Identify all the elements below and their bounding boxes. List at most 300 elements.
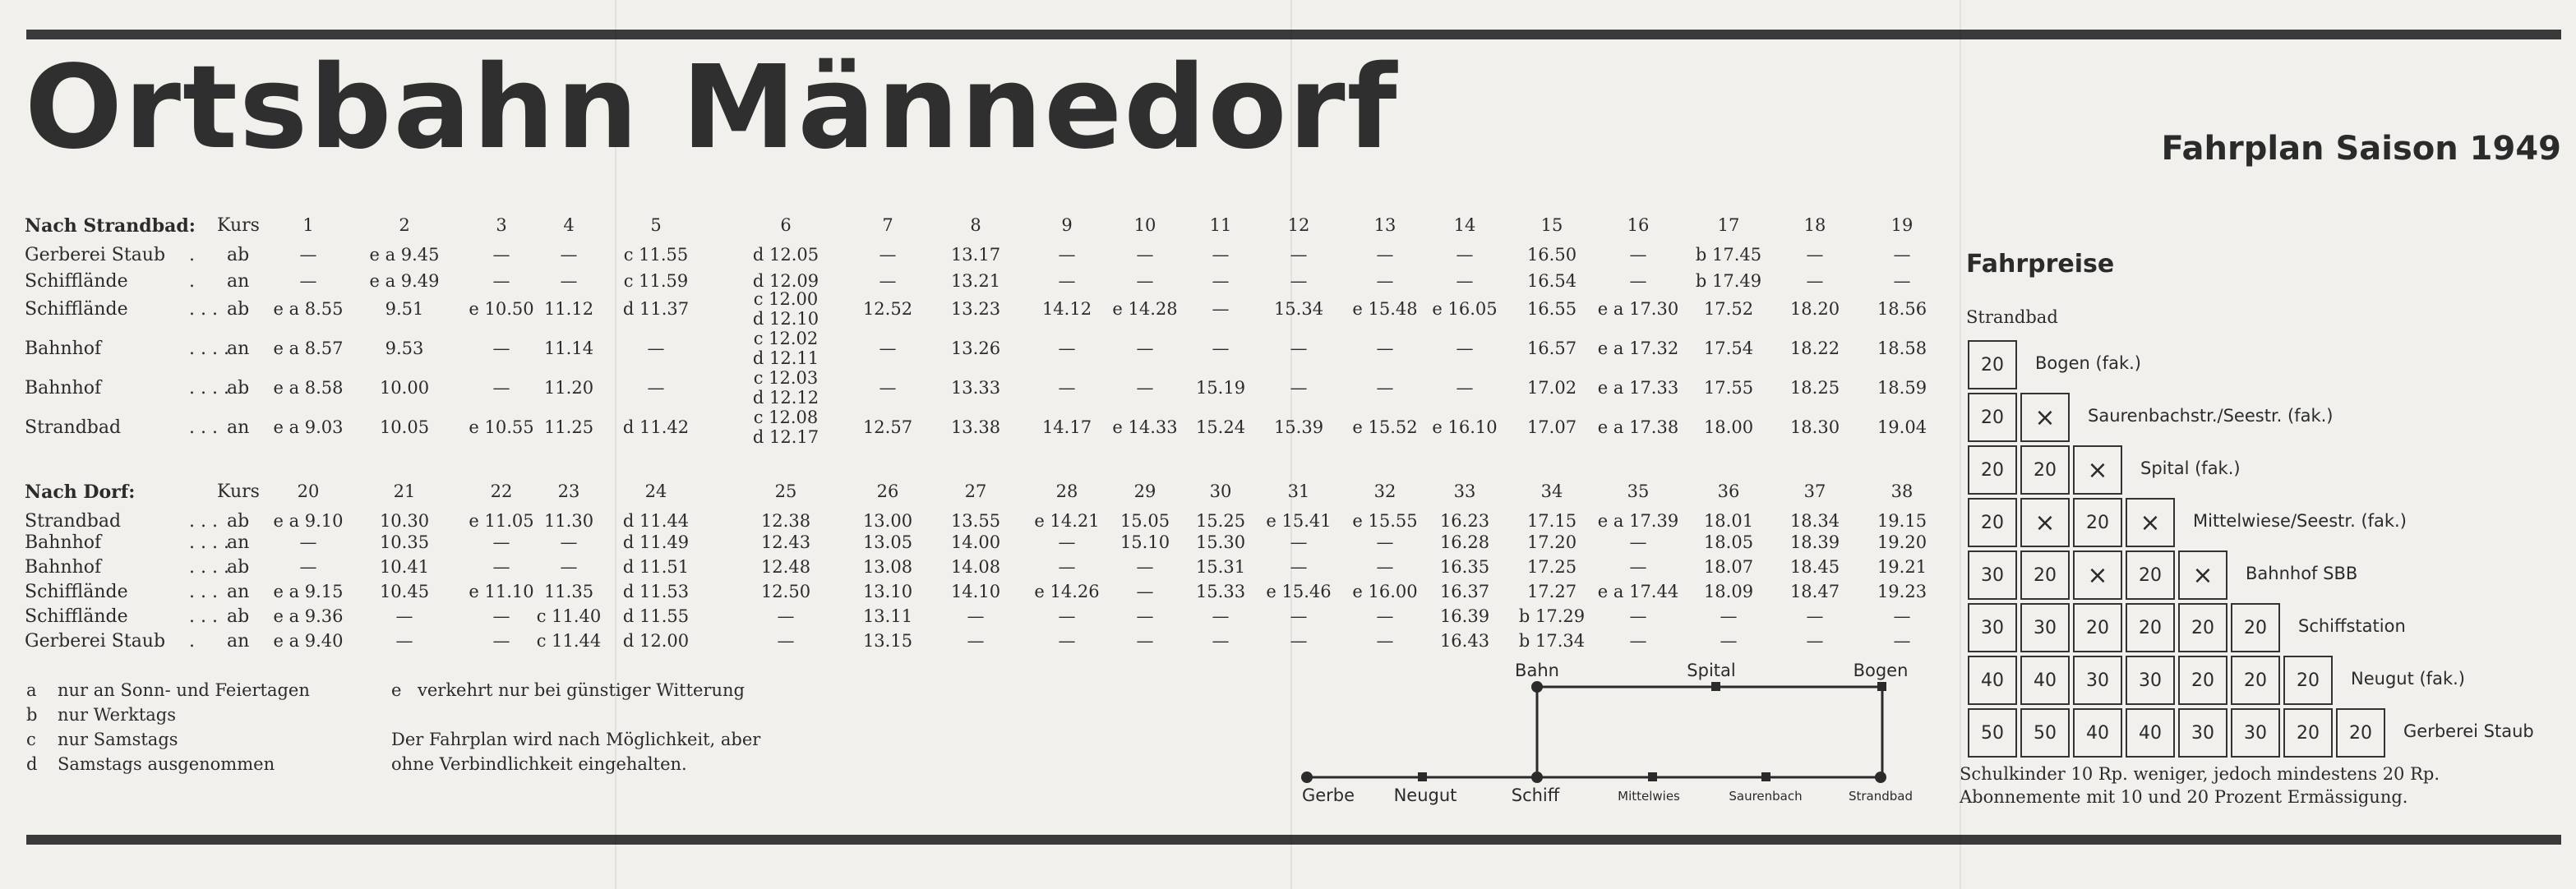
route-stop-saurenbach	[1761, 772, 1770, 781]
time-cell: e a 17.39	[1597, 511, 1679, 531]
time-cell: —	[777, 631, 795, 651]
time-cell: —	[967, 631, 985, 651]
fare-cell: 20	[2020, 550, 2070, 600]
time-cell: —	[1290, 557, 1308, 577]
arr-dep-type: ab	[227, 606, 250, 627]
arr-dep-type: an	[227, 582, 250, 602]
station-name: Strandbad	[25, 417, 122, 438]
time-cell: 18.25	[1789, 378, 1840, 398]
time-cell: —	[1136, 631, 1154, 651]
route-map	[1282, 649, 1907, 822]
time-cell: 15.19	[1195, 378, 1246, 398]
time-cell: —	[1376, 532, 1394, 552]
time-cell: e 11.05	[469, 511, 534, 531]
time-cell: e 16.05	[1432, 299, 1498, 319]
time-cell: —	[395, 631, 413, 651]
fare-cell: 40	[2020, 656, 2070, 705]
fare-cell: 20	[2231, 603, 2280, 652]
time-cell: e a 8.58	[273, 378, 344, 398]
time-cell: —	[777, 606, 795, 626]
route-stop-spital	[1711, 682, 1720, 691]
footnote-key: c	[26, 730, 36, 749]
time-cell: 17.27	[1526, 582, 1577, 601]
time-cell: —	[1136, 606, 1154, 626]
fare-destination: Mittelwiese/Seestr. (fak.)	[2193, 511, 2407, 531]
time-cell: 13.15	[862, 631, 913, 651]
course-number: 11	[1209, 215, 1232, 235]
time-cell: c 12.03	[753, 368, 819, 388]
time-cell: e 14.26	[1034, 582, 1100, 601]
station-dots: . . . .	[189, 532, 229, 553]
station-dots: . . .	[189, 582, 218, 602]
course-number: 15	[1540, 215, 1563, 235]
time-cell: d 12.10	[752, 309, 819, 329]
time-cell: e a 8.55	[273, 299, 344, 319]
time-cell: —	[1212, 339, 1230, 358]
time-cell: 18.58	[1877, 339, 1927, 358]
time-cell: —	[1058, 271, 1076, 291]
time-cell: 16.57	[1526, 339, 1577, 358]
route-stop-schiff	[1531, 772, 1543, 783]
time-cell: —	[1290, 245, 1308, 265]
route-stop-bahn	[1531, 681, 1543, 693]
footnote-key: d	[26, 754, 38, 774]
bottom-rule	[26, 835, 2561, 845]
time-cell: e 14.33	[1112, 417, 1178, 437]
course-number: 4	[563, 215, 575, 235]
time-cell: —	[1629, 245, 1647, 265]
footnote-key: a	[26, 680, 37, 700]
time-cell: —	[1376, 245, 1394, 265]
fare-note: Abonnemente mit 10 und 20 Prozent Ermässigung.	[1960, 787, 2408, 807]
fare-cell: 30	[2020, 603, 2070, 652]
footnote-remark: ohne Verbindlichkeit eingehalten.	[391, 754, 687, 774]
time-cell: 14.12	[1041, 299, 1092, 319]
time-cell: —	[560, 557, 578, 577]
time-cell: —	[879, 378, 897, 398]
fold-line	[1960, 0, 1961, 889]
time-cell: c 12.08	[753, 408, 819, 427]
arr-dep-type: ab	[227, 378, 250, 398]
time-cell: 14.17	[1041, 417, 1092, 437]
time-cell: —	[1290, 532, 1308, 552]
time-cell: —	[879, 245, 897, 265]
time-cell: 10.35	[379, 532, 430, 552]
route-label-bahn: Bahn	[1515, 661, 1559, 680]
course-number: 31	[1287, 481, 1310, 501]
time-cell: 15.39	[1273, 417, 1324, 437]
course-number: 30	[1209, 481, 1232, 501]
time-cell: —	[1456, 378, 1474, 398]
time-cell: e a 17.44	[1597, 582, 1679, 601]
time-cell: 18.22	[1789, 339, 1840, 358]
course-number: 18	[1803, 215, 1826, 235]
top-rule	[26, 30, 2561, 39]
fare-cell: 30	[2178, 708, 2227, 758]
time-cell: 18.00	[1703, 417, 1754, 437]
time-cell: —	[1629, 557, 1647, 577]
fare-cell: ×	[2073, 550, 2122, 600]
station-dots: .	[189, 631, 195, 652]
time-cell: 18.01	[1703, 511, 1754, 531]
time-cell: 17.55	[1703, 378, 1754, 398]
course-number: 7	[882, 215, 893, 235]
arr-dep-type: ab	[227, 557, 250, 578]
time-cell: —	[1136, 378, 1154, 398]
fare-cell: 20	[1968, 498, 2017, 547]
time-cell: 19.04	[1877, 417, 1927, 437]
arr-dep-type: an	[227, 631, 250, 652]
time-cell: —	[1136, 245, 1154, 265]
station-dots: . . . .	[189, 378, 229, 398]
time-cell: —	[1212, 299, 1230, 319]
time-cell: 13.10	[862, 582, 913, 601]
time-cell: e 14.28	[1112, 299, 1178, 319]
time-cell: 13.00	[862, 511, 913, 531]
time-cell: 17.54	[1703, 339, 1754, 358]
time-cell: 15.31	[1195, 557, 1246, 577]
time-cell: d 12.12	[752, 388, 819, 408]
course-number: 25	[774, 481, 797, 501]
time-cell: 17.07	[1526, 417, 1577, 437]
time-cell: 12.43	[760, 532, 811, 552]
fare-cell: 30	[2126, 656, 2175, 705]
fare-cell: ×	[2126, 498, 2175, 547]
time-cell: —	[1058, 606, 1076, 626]
time-cell: —	[1456, 245, 1474, 265]
time-cell: 18.45	[1789, 557, 1840, 577]
time-cell: —	[1058, 532, 1076, 552]
fares-origin: Strandbad	[1966, 307, 2058, 327]
time-cell: —	[1629, 631, 1647, 651]
time-cell: —	[1290, 606, 1308, 626]
time-cell: 12.38	[760, 511, 811, 531]
page-title: Ortsbahn Männedorf	[25, 41, 1399, 175]
time-cell: 10.05	[379, 417, 430, 437]
time-cell: —	[1893, 271, 1911, 291]
time-cell: —	[1893, 245, 1911, 265]
time-cell: 15.33	[1195, 582, 1246, 601]
time-cell: d 11.37	[622, 299, 690, 319]
time-cell: 13.38	[950, 417, 1001, 437]
fare-destination: Bahnhof SBB	[2246, 564, 2358, 583]
footnote-text: nur Samstags	[58, 730, 178, 749]
time-cell: —	[299, 271, 317, 291]
time-cell: —	[1136, 271, 1154, 291]
route-stop-bogen	[1877, 682, 1886, 691]
fare-cell: 50	[2020, 708, 2070, 758]
time-cell: —	[1629, 532, 1647, 552]
time-cell: —	[1720, 606, 1738, 626]
time-cell: 18.05	[1703, 532, 1754, 552]
time-cell: c 11.55	[623, 245, 689, 265]
time-cell: 13.11	[862, 606, 913, 626]
time-cell: e 14.21	[1034, 511, 1100, 531]
arr-dep-type: an	[227, 417, 250, 438]
fare-cell: 20	[2178, 603, 2227, 652]
station-name: Bahnhof	[25, 378, 102, 398]
time-cell: —	[1136, 582, 1154, 601]
time-cell: 9.53	[385, 339, 424, 358]
time-cell: 18.30	[1789, 417, 1840, 437]
time-cell: e 15.46	[1266, 582, 1332, 601]
fare-cell: 20	[1968, 340, 2017, 389]
time-cell: b 17.45	[1695, 245, 1762, 265]
time-cell: 11.20	[543, 378, 594, 398]
station-name: Gerberei Staub	[25, 631, 166, 652]
time-cell: 17.25	[1526, 557, 1577, 577]
course-number: 5	[650, 215, 662, 235]
course-number: 23	[557, 481, 580, 501]
fares-title: Fahrpreise	[1966, 250, 2115, 279]
time-cell: —	[1376, 557, 1394, 577]
time-cell: 14.00	[950, 532, 1001, 552]
time-cell: d 11.55	[622, 606, 690, 626]
time-cell: 15.34	[1273, 299, 1324, 319]
time-cell: —	[1456, 339, 1474, 358]
time-cell: 13.23	[950, 299, 1001, 319]
time-cell: —	[492, 378, 510, 398]
time-cell: 16.39	[1439, 606, 1490, 626]
station-name: Schifflände	[25, 271, 128, 292]
fare-cell: 20	[1968, 445, 2017, 495]
time-cell: e a 17.33	[1597, 378, 1679, 398]
time-cell: 16.50	[1526, 245, 1577, 265]
fare-destination: Schiffstation	[2298, 616, 2406, 636]
station-name: Gerberei Staub	[25, 245, 166, 265]
route-label-bogen: Bogen	[1853, 661, 1909, 680]
route-stop-mittelwies	[1648, 772, 1657, 781]
fare-cell: 20	[1968, 393, 2017, 442]
time-cell: —	[879, 339, 897, 358]
course-number: 19	[1890, 215, 1914, 235]
arr-dep-type: ab	[227, 299, 250, 320]
time-cell: 10.41	[379, 557, 430, 577]
time-cell: 16.54	[1526, 271, 1577, 291]
time-cell: d 11.49	[622, 532, 690, 552]
time-cell: —	[1212, 606, 1230, 626]
time-cell: d 11.53	[622, 582, 690, 601]
time-cell: —	[492, 245, 510, 265]
fare-cell: 40	[2073, 708, 2122, 758]
time-cell: —	[492, 532, 510, 552]
time-cell: 16.37	[1439, 582, 1490, 601]
time-cell: e a 9.45	[369, 245, 440, 265]
station-dots: . . .	[189, 511, 218, 532]
course-number: 29	[1133, 481, 1156, 501]
time-cell: 14.10	[950, 582, 1001, 601]
time-cell: 19.23	[1877, 582, 1927, 601]
time-cell: 12.57	[862, 417, 913, 437]
fare-cell: 20	[2283, 656, 2333, 705]
time-cell: 18.59	[1877, 378, 1927, 398]
time-cell: 16.23	[1439, 511, 1490, 531]
time-cell: 18.47	[1789, 582, 1840, 601]
time-cell: e 15.48	[1352, 299, 1418, 319]
time-cell: —	[1376, 339, 1394, 358]
time-cell: c 11.44	[536, 631, 602, 651]
time-cell: —	[1290, 339, 1308, 358]
course-number: 34	[1540, 481, 1563, 501]
fare-cell: 30	[1968, 603, 2017, 652]
time-cell: 16.55	[1526, 299, 1577, 319]
fare-cell: 50	[1968, 708, 2017, 758]
fare-destination: Neugut (fak.)	[2351, 669, 2465, 689]
time-cell: d 12.11	[752, 348, 819, 368]
route-label-spital: Spital	[1687, 661, 1736, 680]
course-number: 16	[1627, 215, 1650, 235]
time-cell: —	[1456, 271, 1474, 291]
course-number: 27	[964, 481, 987, 501]
course-number: 32	[1373, 481, 1396, 501]
time-cell: —	[1376, 631, 1394, 651]
time-cell: 13.05	[862, 532, 913, 552]
time-cell: e 16.00	[1352, 582, 1418, 601]
route-label-schiff: Schiff	[1511, 785, 1560, 805]
time-cell: —	[647, 339, 665, 358]
fare-cell: 40	[2126, 708, 2175, 758]
route-stop-neugut	[1418, 772, 1427, 781]
course-number: 36	[1717, 481, 1740, 501]
kurs-label: Kurs	[217, 481, 260, 502]
time-cell: —	[1212, 631, 1230, 651]
time-cell: —	[492, 271, 510, 291]
time-cell: —	[1058, 631, 1076, 651]
footnote-text: verkehrt nur bei günstiger Witterung	[418, 680, 745, 700]
route-label-neugut: Neugut	[1393, 785, 1457, 805]
time-cell: e a 9.03	[273, 417, 344, 437]
time-cell: —	[395, 606, 413, 626]
course-number: 38	[1890, 481, 1914, 501]
fare-cell: 20	[2178, 656, 2227, 705]
time-cell: e a 17.38	[1597, 417, 1679, 437]
time-cell: —	[1376, 378, 1394, 398]
course-number: 9	[1061, 215, 1073, 235]
time-cell: 15.30	[1195, 532, 1246, 552]
time-cell: —	[1806, 245, 1824, 265]
time-cell: c 11.59	[623, 271, 689, 291]
season-subtitle: Fahrplan Saison 1949	[2161, 130, 2561, 168]
time-cell: e 10.50	[469, 299, 534, 319]
station-dots: . . . .	[189, 339, 229, 359]
time-cell: —	[1212, 271, 1230, 291]
course-number: 17	[1717, 215, 1740, 235]
station-name: Schifflände	[25, 606, 128, 627]
fare-cell: ×	[2073, 445, 2122, 495]
time-cell: 18.20	[1789, 299, 1840, 319]
fare-cell: 20	[2231, 656, 2280, 705]
time-cell: —	[492, 631, 510, 651]
footnote-text: nur Werktags	[58, 705, 177, 725]
course-number: 10	[1133, 215, 1156, 235]
time-cell: —	[299, 532, 317, 552]
time-cell: —	[1212, 245, 1230, 265]
course-number: 3	[496, 215, 507, 235]
station-name: Bahnhof	[25, 532, 102, 553]
time-cell: d 11.44	[622, 511, 690, 531]
footnote-key: e	[391, 680, 402, 700]
arr-dep-type: an	[227, 339, 250, 359]
time-cell: 11.12	[543, 299, 594, 319]
fare-cell: 40	[1968, 656, 2017, 705]
time-cell: c 12.02	[753, 329, 819, 348]
arr-dep-type: an	[227, 532, 250, 553]
time-cell: 15.10	[1119, 532, 1170, 552]
time-cell: —	[1629, 606, 1647, 626]
time-cell: 11.35	[543, 582, 594, 601]
time-cell: e a 9.10	[273, 511, 344, 531]
fare-destination: Gerberei Staub	[2403, 721, 2534, 741]
course-number: 6	[780, 215, 792, 235]
time-cell: —	[967, 606, 985, 626]
time-cell: —	[1058, 339, 1076, 358]
time-cell: 16.28	[1439, 532, 1490, 552]
time-cell: 10.30	[379, 511, 430, 531]
fare-cell: 30	[1968, 550, 2017, 600]
time-cell: —	[647, 378, 665, 398]
fare-cell: ×	[2020, 498, 2070, 547]
time-cell: 13.33	[950, 378, 1001, 398]
time-cell: e 16.10	[1432, 417, 1498, 437]
time-cell: 10.45	[379, 582, 430, 601]
arr-dep-type: ab	[227, 511, 250, 532]
time-cell: 19.15	[1877, 511, 1927, 531]
course-number: 24	[644, 481, 667, 501]
time-cell: 11.14	[543, 339, 594, 358]
time-cell: e 10.55	[469, 417, 534, 437]
time-cell: d 12.09	[752, 271, 819, 291]
time-cell: —	[1136, 557, 1154, 577]
time-cell: e 11.10	[469, 582, 534, 601]
station-dots: .	[189, 245, 195, 265]
course-number: 1	[302, 215, 314, 235]
time-cell: e a 17.32	[1597, 339, 1679, 358]
station-dots: .	[189, 271, 195, 292]
time-cell: 18.09	[1703, 582, 1754, 601]
time-cell: 13.08	[862, 557, 913, 577]
time-cell: 18.56	[1877, 299, 1927, 319]
time-cell: —	[492, 557, 510, 577]
table-heading: Nach Dorf:	[25, 481, 136, 503]
fare-cell: 20	[2283, 708, 2333, 758]
time-cell: 16.43	[1439, 631, 1490, 651]
time-cell: —	[1806, 271, 1824, 291]
time-cell: 19.20	[1877, 532, 1927, 552]
fare-cell: 30	[2073, 656, 2122, 705]
station-dots: . . .	[189, 606, 218, 627]
time-cell: —	[560, 245, 578, 265]
kurs-label: Kurs	[217, 215, 260, 236]
time-cell: 17.20	[1526, 532, 1577, 552]
time-cell: —	[1376, 606, 1394, 626]
time-cell: b 17.49	[1695, 271, 1762, 291]
footnote-text: Samstags ausgenommen	[58, 754, 275, 774]
time-cell: —	[1893, 606, 1911, 626]
route-label-mittelwies: Mittelwies	[1618, 789, 1680, 804]
station-name: Bahnhof	[25, 557, 102, 578]
time-cell: —	[879, 271, 897, 291]
route-label-strandbad: Strandbad	[1848, 789, 1914, 804]
time-cell: e a 17.30	[1597, 299, 1679, 319]
time-cell: c 11.40	[536, 606, 602, 626]
time-cell: e a 9.40	[273, 631, 344, 651]
station-dots: . . . .	[189, 557, 229, 578]
station-name: Schifflände	[25, 299, 128, 320]
station-name: Schifflände	[25, 582, 128, 602]
fare-destination: Spital (fak.)	[2140, 458, 2241, 478]
time-cell: 14.08	[950, 557, 1001, 577]
time-cell: —	[1806, 631, 1824, 651]
